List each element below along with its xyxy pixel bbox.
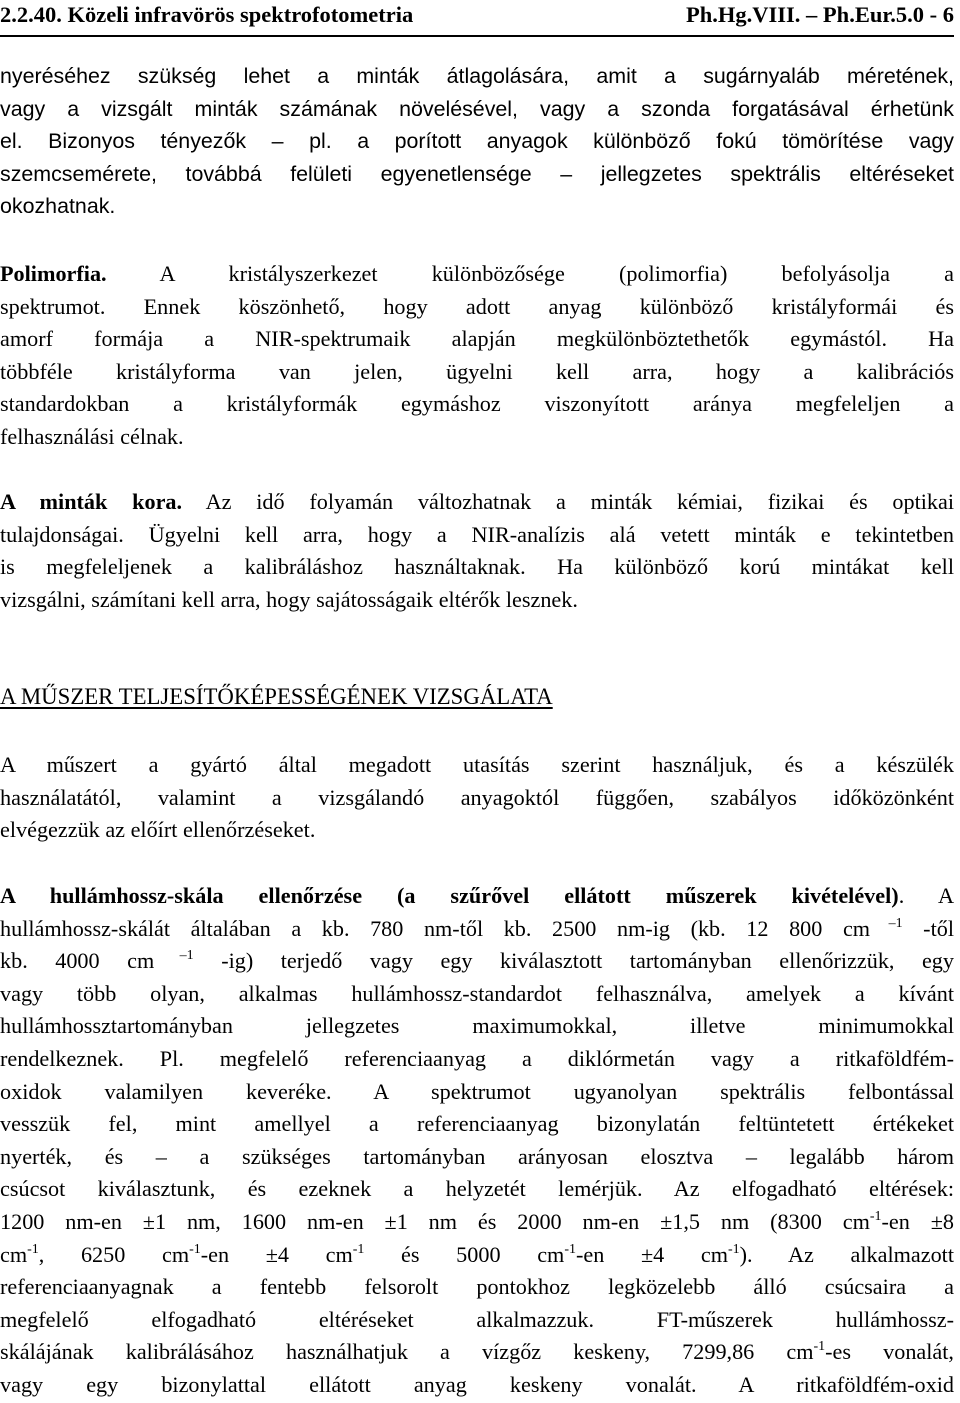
- text-fragment: -ig) terjedő vagy egy kiválasztott tartományban ellenőrizzük, egy: [193, 948, 954, 974]
- text-fragment: -en ±8: [881, 1208, 954, 1234]
- text-line: [0, 880, 954, 913]
- header-pharmacopoeia-ref: Ph.Hg.VIII. – Ph.Eur.5.0 - 6: [686, 2, 954, 27]
- minta-kora-paragraph: [0, 486, 954, 616]
- intro-paragraph: [0, 60, 954, 223]
- text-line: megfelelő elfogadható eltéréseket alkalmazzuk. FT-műszerek hullámhossz-: [0, 1306, 954, 1332]
- text-fragment: -en ±4 cm: [200, 1241, 353, 1267]
- hullamhossz-heading: A hullámhossz-skála ellenőrzése (a szűrővel ellátott műszerek kivételével): [0, 883, 899, 908]
- text-line: csúcsot kiválasztunk, és ezeknek a helyzetét lemérjük. Az elfogadható eltérések:: [0, 1176, 954, 1202]
- text-line: nyeréséhez szükség lehet a minták átlagolására, amit a sugárnyaláb méretének,: [0, 64, 954, 88]
- polimorfia-heading: Polimorfia.: [0, 261, 107, 286]
- text-line: okozhatnak.: [0, 194, 116, 219]
- header-chapter-title: 2.2.40. Közeli infravörös spektrofotometria: [0, 2, 414, 27]
- text-line: többféle kristályforma van jelen, ügyelni kell arra, hogy a kalibrációs: [0, 358, 954, 384]
- text-fragment: cm: [0, 1241, 28, 1267]
- text-line: vagy több olyan, alkalmas hullámhossz-standardot felhasználva, amelyek a kívánt: [0, 980, 954, 1006]
- text-line: hullámhossztartományban jellegzetes maximumokkal, illetve minimumokkal: [0, 1013, 954, 1039]
- text-fragment: 1200 nm-en ±1 nm, 1600 nm-en ±1 nm és 2000 nm-en ±1,5 nm (8300 cm: [0, 1208, 870, 1234]
- text-line: felhasználási célnak.: [0, 423, 184, 449]
- text-line: rendelkeznek. Pl. megfelelő referenciaanyag a diklórmetán vagy a ritkaföldfém-: [0, 1045, 954, 1071]
- text-line: [0, 486, 954, 519]
- text-line: szemcsemérete, továbbá felületi egyenetlensége – jellegzetes spektrális eltéréseket: [0, 161, 954, 186]
- text-fragment: ). Az alkalmazott: [739, 1241, 954, 1267]
- superscript: –1: [870, 915, 903, 931]
- text-line: [0, 258, 954, 291]
- text-line: A műszert a gyártó által megadott utasítás szerint használjuk, és a készülék: [0, 752, 954, 777]
- text-line: nyerték, és – a szükséges tartományban arányosan elosztva – legalább három: [0, 1143, 954, 1169]
- text-line: [0, 945, 954, 978]
- text-line: is megfeleljenek a kalibráláshoz használtaknak. Ha különböző korú mintákat kell: [0, 554, 954, 580]
- section-title: A MŰSZER TELJESÍTŐKÉPESSÉGÉNEK VIZSGÁLATA: [0, 684, 553, 709]
- minta-kora-heading: A minták kora.: [0, 489, 183, 514]
- text-line: használatától, valamint a vizsgálandó anyagoktól függően, szabályos időközönként: [0, 784, 954, 810]
- superscript: -1: [727, 1241, 740, 1257]
- text-line: el. Bizonyos tényezők – pl. a porított anyagok különböző fokú tömörítése vagy: [0, 129, 954, 154]
- text-line: referenciaanyagnak a fentebb felsorolt pontokhoz legközelebb álló csúcsaira a: [0, 1274, 954, 1300]
- text-line: spektrumot. Ennek köszönhető, hogy adott anyag különböző kristályformái és: [0, 293, 954, 319]
- text-line: vagy a vizsgált minták számának növelésével, vagy a szonda forgatásával érhetünk: [0, 96, 954, 121]
- text-fragment: A kristályszerkezet különbözősége (polimorfia) befolyásolja a: [106, 261, 954, 286]
- text-line: elvégezzük az előírt ellenőrzéseket.: [0, 817, 316, 843]
- text-fragment: hullámhossz-skálát általában a kb. 780 nm-től kb. 2500 nm-ig (kb. 12 800 cm: [0, 915, 871, 941]
- text-fragment: , 6250 cm: [38, 1241, 190, 1267]
- superscript: -1: [352, 1241, 365, 1257]
- text-line: vizsgálni, számítani kell arra, hogy sajátosságaik eltérők lesznek.: [0, 586, 578, 612]
- hullamhossz-paragraph: [0, 880, 954, 1402]
- text-fragment: skálájának kalibrálásához használhatjuk a vízgőz keskeny, 7299,86 cm: [0, 1339, 814, 1365]
- text-line: amorf formája a NIR-spektrumaik alapján megkülönböztethetők egymástól. Ha: [0, 326, 954, 352]
- polimorfia-paragraph: [0, 258, 954, 454]
- text-line: oxidok valamilyen keveréke. A spektrumot ugyanolyan spektrális felbontással: [0, 1078, 954, 1104]
- text-fragment: -től: [902, 915, 954, 941]
- superscript: -1: [813, 1339, 826, 1355]
- text-line: vagy egy bizonylattal ellátott anyag keskeny vonalát. A ritkaföldfém-oxid: [0, 1371, 954, 1397]
- superscript: -1: [869, 1208, 882, 1224]
- text-fragment: kb. 4000 cm: [0, 948, 155, 974]
- superscript: -1: [564, 1241, 576, 1257]
- text-fragment: -es vonalát,: [825, 1339, 954, 1365]
- text-fragment: és 5000 cm: [364, 1241, 565, 1267]
- superscript: -1: [27, 1241, 39, 1257]
- text-line: tulajdonságai. Ügyelni kell arra, hogy a NIR-analízis alá vetett minták e tekintetben: [0, 521, 954, 547]
- text-line: [0, 1336, 954, 1369]
- superscript: –1: [154, 948, 194, 964]
- text-line: [0, 1206, 954, 1239]
- text-line: vesszük fel, mint amellyel a referenciaanyag bizonylatán feltüntetett értékeket: [0, 1111, 954, 1137]
- text-fragment: Az idő folyamán változhatnak a minták kémiai, fizikai és optikai: [182, 489, 955, 514]
- text-fragment: -en ±4 cm: [575, 1241, 728, 1267]
- text-line: [0, 913, 954, 946]
- superscript: -1: [189, 1241, 201, 1257]
- page-header: [0, 0, 954, 37]
- text-line: [0, 1239, 954, 1272]
- muszer-paragraph: [0, 749, 954, 847]
- text-line: standardokban a kristályformák egymáshoz viszonyított aránya megfeleljen a: [0, 391, 954, 417]
- text-fragment: . A: [898, 883, 954, 908]
